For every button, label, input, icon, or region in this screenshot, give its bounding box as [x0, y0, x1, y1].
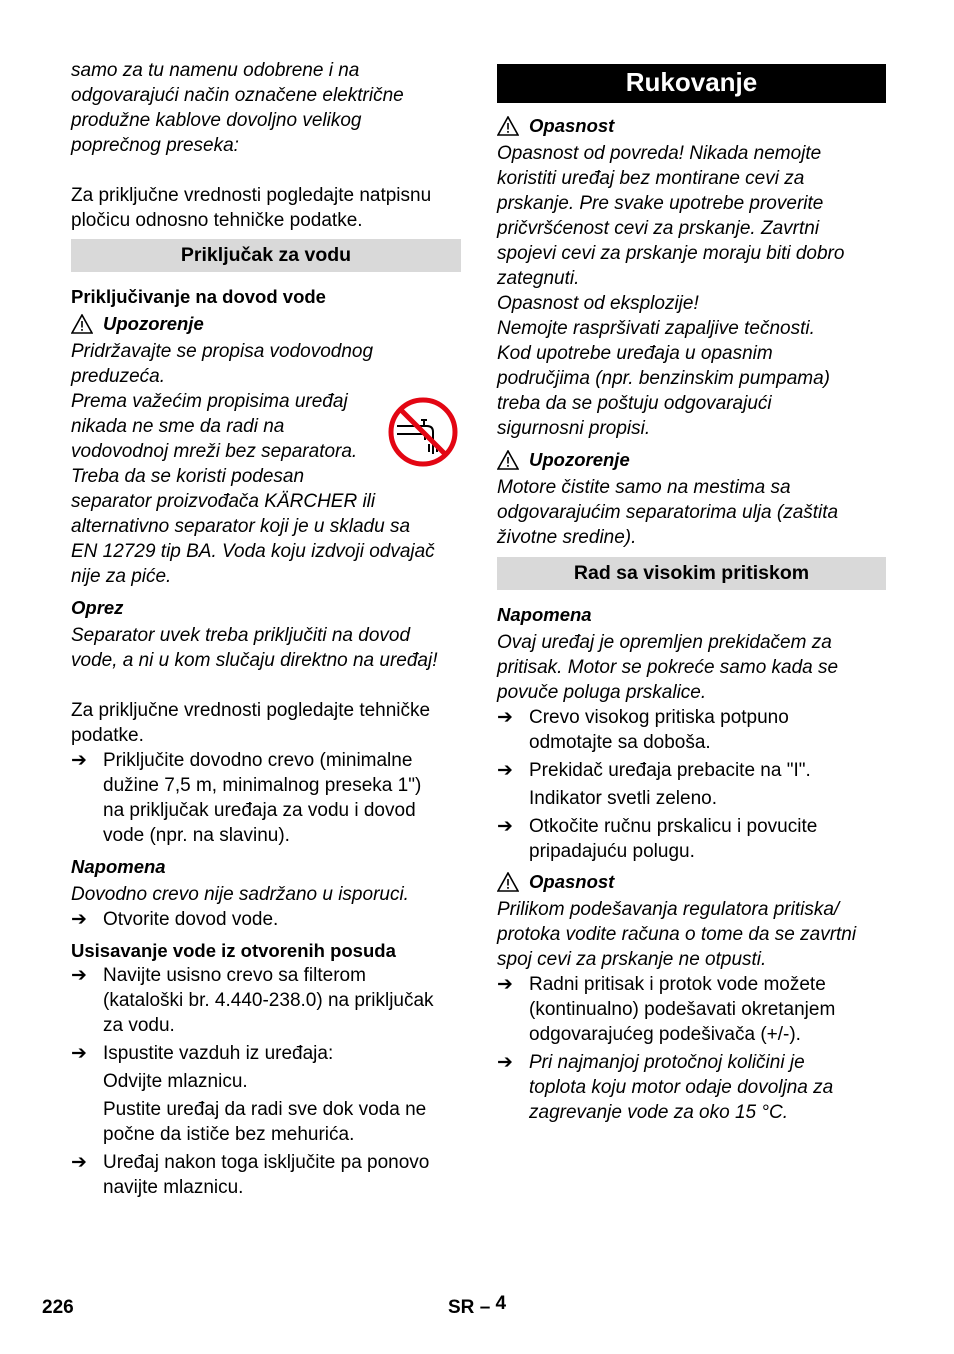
list-item: ➔ Otvorite dovod vode. [71, 909, 279, 930]
list-item: ➔ Crevo visokog pritiska potpuno odmotajte sa doboša. [497, 707, 789, 753]
arrow-right-icon: ➔ [71, 750, 87, 771]
warning-triangle-icon [497, 116, 519, 136]
note-text: Dovodno crevo nije sadržano u isporuci. [71, 884, 409, 905]
arrow-right-icon: ➔ [71, 965, 87, 986]
warning-text: Motore čistite samo na mestima sa odgovarajućim separatorima ulja (zaštita životne sredine). [497, 477, 839, 548]
warning-heading: Upozorenje [71, 311, 461, 336]
list-item: ➔ Pri najmanjoj protočnoj količini je toplota koju motor odaje dovoljna za zagrevanje vode za oko 15 °C. [497, 1052, 834, 1123]
danger-text: Opasnost od povreda! Nikada nemojte koristiti uređaj bez montirane cevi za prskanje. Pre svake upotrebe proverite pričvršćenost cevi za prskanje. Zavrtni spojevi cevi za prskanje moraju biti dobro zategnuti. Opasnost od eksplozije! Nemojte raspršivati zapaljive tečnosti. Kod upotrebe uređaja u opasnim područjima (npr. benzinskim pumpama) treba da se poštuju odgovarajući sigurnosni propisi. [497, 143, 845, 439]
arrow-right-icon: ➔ [497, 974, 513, 995]
warning-triangle-icon [497, 872, 519, 892]
heading-supply: Priključivanje na dovod vode [71, 286, 326, 307]
footer-language-page: SR – 4 [448, 1293, 507, 1318]
left-column [71, 58, 461, 1200]
arrow-right-icon: ➔ [497, 760, 513, 781]
switch-indicator-text: Indikator svetli zeleno. [529, 788, 717, 809]
danger-heading-2: Opasnost [497, 869, 886, 894]
note-heading: Napomena [497, 604, 592, 625]
list-item: ➔ Navijte usisno crevo sa filterom (kataloški br. 4.440-238.0) na priključak za vodu. [71, 965, 434, 1036]
tech-values-text: Za priključne vrednosti pogledajte tehničke podatke. [71, 700, 431, 746]
heading-suction: Usisavanje vode iz otvorenih posuda [71, 940, 396, 961]
warning-text: Pridržavajte se propisa vodovodnog preduzeća. Prema važećim propisima uređaj nikada ne sme da radi na vodovodnoj mreži bez separatora. Treba da se koristi podesan separator proizvođača KÄRCHER ili alternativno separator koji je u skladu sa EN 12729 tip BA. Voda koju izdvoji odvajač nije za piće. [71, 341, 435, 587]
list-item: ➔ Radni pritisak i protok vode možete (kontinualno) podešavati okretanjem odgovarajućeg podešivača (+/-). [497, 974, 836, 1045]
air-step-1: Odvijte mlaznicu. [103, 1071, 248, 1092]
note-text: Ovaj uređaj je opremljen prekidačem za pritisak. Motor se pokreće samo kada se povuče poluga prskalice. [497, 632, 839, 703]
list-item: ➔ Prekidač uređaja prebacite na "I". [497, 760, 811, 781]
connection-values-text: Za priključne vrednosti pogledajte natpisnu pločicu odnosno tehničke podatke. [71, 185, 432, 231]
note-heading: Napomena [71, 856, 166, 877]
list-item: ➔ Uređaj nakon toga isključite pa ponovo navijte mlaznicu. [71, 1152, 430, 1198]
list-item: ➔ Ispustite vazduh iz uređaja: [71, 1043, 334, 1064]
danger-text-2: Prilikom podešavanja regulatora pritiska/ protoka vodite računa o tome da se zavrtni spoj cevi za prskanje ne otpusti. [497, 899, 857, 970]
arrow-right-icon: ➔ [497, 816, 513, 837]
danger-heading: Opasnost [497, 113, 886, 138]
arrow-right-icon: ➔ [71, 1152, 87, 1173]
warning-triangle-icon [497, 450, 519, 470]
intro-text: samo za tu namenu odobrene i na odgovarajući način označene električne produžne kablove dovoljno velikog poprečnog preseka: [71, 60, 404, 156]
caution-heading: Oprez [71, 597, 124, 618]
no-tap-connection-icon [387, 396, 459, 468]
arrow-right-icon: ➔ [497, 1052, 513, 1073]
air-step-2: Pustite uređaj da radi sve dok voda ne počne da ističe bez mehurića. [103, 1099, 427, 1145]
section-water-connection: Priključak za vodu [71, 239, 461, 272]
section-title-operation: Rukovanje [497, 64, 886, 103]
arrow-right-icon: ➔ [71, 1043, 87, 1064]
section-high-pressure: Rad sa visokim pritiskom [497, 557, 886, 590]
list-item: ➔ Otkočite ručnu prskalicu i povucite pripadajuću polugu. [497, 816, 818, 862]
list-item: ➔ Priključite dovodno crevo (minimalne dužine 7,5 m, minimalnog preseka 1") na priključak uređaja za vodu i dovod vode (npr. na slavinu). [71, 750, 422, 846]
arrow-right-icon: ➔ [497, 707, 513, 728]
right-column [497, 64, 886, 1125]
caution-text: Separator uvek treba priključiti na dovod vode, a ni u kom slučaju direktno na uređaj! [71, 625, 438, 671]
warning-triangle-icon [71, 314, 93, 334]
arrow-right-icon: ➔ [71, 909, 87, 930]
page-number: 226 [42, 1297, 74, 1318]
warning-heading: Upozorenje [497, 447, 886, 472]
